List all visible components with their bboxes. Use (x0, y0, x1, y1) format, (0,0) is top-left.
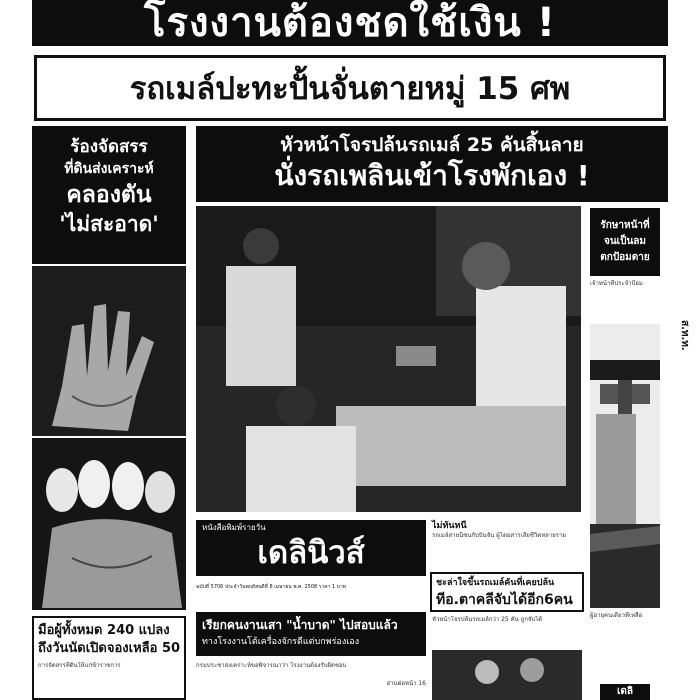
tower-photo (590, 324, 660, 608)
right-box-2-line-1: ชะล่าใจขึ้นรถเมล์คันที่เคยปล้น (436, 578, 555, 588)
left-feature-box (32, 126, 186, 264)
right-notice-text: รถเมล์สายนี้ชนกับปั้นจั่น ผู้โดยสารเสียชีวิตหลายราย (432, 532, 566, 539)
right-box-2-line-2: ทีอ.ตาคลีจับได้อีก6คน (436, 592, 573, 608)
left-bottom-line-2: ถึงวันนัดเปิดจองเหลือ 50 (38, 641, 181, 656)
right-box-2 (430, 572, 584, 612)
sub-headline-box (34, 55, 666, 121)
right-top-line-2: จนเป็นลม (603, 236, 647, 247)
center-story-line-1: หัวหน้าโจรปล้นรถเมล์ 25 คันสิ้นลาย (280, 134, 584, 156)
left-feature-line-3: คลองตัน (66, 182, 152, 208)
left-bottom-box (32, 616, 186, 700)
left-feature-line-2: ที่ดินส่งเคราะห์ (64, 161, 154, 177)
right-top-line-1: รักษาหน้าที่ (600, 220, 650, 231)
small-bottom-photo (432, 650, 582, 700)
right-top-text: เจ้าหน้าที่ประจำป้อม (590, 280, 643, 287)
right-top-box (590, 208, 660, 276)
caption-line-1: เรียกคนงานเสา "น้ำบาด" ไปสอบแล้ว (202, 618, 398, 632)
center-story-title-box (196, 126, 668, 202)
masthead-logo: เดลินิวส์ (257, 535, 365, 571)
caption-text: กรมประชาสงเคราะห์ขอพิจารณาว่า โรงงานต้องรับผิดชอบ (196, 662, 347, 669)
hand-photo-top (32, 266, 186, 436)
sub-headline: รถเมล์ปะทะปั้นจั่นตายหมู่ 15 ศพ (129, 71, 571, 107)
left-feature-line-1: ร้องจัดสรร (70, 137, 148, 157)
left-bottom-line-1: มือผู้ทั้งหมด 240 แปลง (38, 623, 170, 638)
right-box-2-text: หัวหน้าโจรปล้นรถเมล์กว่า 25 คัน ถูกจับได้ (432, 616, 543, 623)
center-story-line-2: นั่งรถเพลินเข้าโรงพักเอง ! (274, 159, 590, 192)
left-bottom-text: การจัดสรรที่ดินให้แก่ข้าราชการ (38, 662, 121, 669)
masthead-info: ฉบับที่ 5706 ประจำวันพฤหัสบดีที่ 8 เมษายน พ.ศ. 2508 ราคา 1 บาท (196, 584, 347, 590)
main-photo (196, 206, 581, 512)
caption-continued: อ่านต่อหน้า 16 (386, 680, 426, 687)
hand-photo-bottom (32, 438, 186, 610)
masthead-box (196, 520, 426, 576)
right-corner-text: เดลิ (616, 686, 634, 697)
caption-box (196, 612, 426, 656)
right-corner-box (600, 684, 650, 700)
right-notice (432, 520, 582, 570)
main-headline: โรงงานต้องชดใช้เงิน ! (144, 0, 556, 46)
right-side-label: ส.ท.ท. (679, 320, 690, 351)
left-feature-line-4: 'ไม่สะอาด' (59, 212, 159, 236)
right-notice-title: ไม่ทันหนี (432, 521, 467, 531)
masthead-small: หนังสือพิมพ์รายวัน (202, 523, 266, 532)
right-bottom-text: ผู้อายุคนเดียวที่เหลือ (590, 612, 643, 619)
caption-line-2: ทางโรงงานโต้เครื่องจักรดีแต่บกพร่องเอง (202, 637, 360, 647)
right-top-line-3: ตกป้อมตาย (600, 252, 650, 263)
main-headline-box (32, 0, 668, 46)
